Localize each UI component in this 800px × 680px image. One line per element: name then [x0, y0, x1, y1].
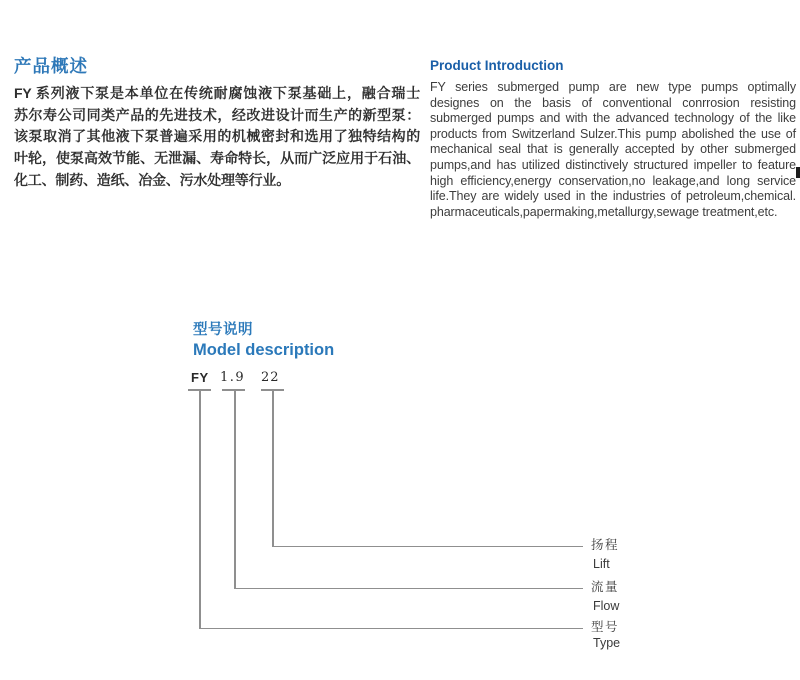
overview-line-1: FY 系列液下泵是本单位在传统耐腐蚀液下泵基础上，融合瑞士: [14, 85, 420, 101]
introduction-heading: Product Introduction: [430, 58, 564, 73]
flow-label-en: Flow: [593, 599, 620, 613]
intro-line-9: pharmaceuticals,papermaking,metallurgy,sewage treatment,etc.: [430, 204, 778, 219]
intro-line-8: life.They are widely used in the industries of petroleum,chemical.: [430, 189, 796, 204]
model-code-type: FY: [191, 370, 209, 385]
model-heading-en: Model description: [193, 341, 335, 359]
flow-label-zh: 流量: [591, 580, 620, 594]
overview-line-5: 化工、制药、造纸、冶金、污水处理等行业。: [14, 171, 290, 188]
overview-heading: 产品概述: [14, 56, 88, 76]
type-label-en: Type: [593, 636, 621, 650]
lift-label-zh: 扬程: [591, 538, 620, 552]
scan-artifact-mark: [796, 167, 800, 178]
flow-vertical-line: [234, 390, 236, 589]
flow-horizontal-line: [234, 588, 583, 590]
intro-line-1: FY series submerged pump are new type pumps optimally: [430, 80, 796, 94]
intro-line-6: pumps,and has utilized distinctively structured impeller to feature: [430, 157, 796, 172]
overview-line-4: 叶轮，使泵高效节能、无泄漏、寿命特长，从而广泛应用于石油、: [14, 150, 420, 167]
type-label-zh: 型号: [591, 620, 620, 634]
intro-line-5: mechanical seal that is generally accepted by other submerged: [430, 142, 796, 157]
intro-line-4: products from Switzerland Sulzer.This pump abolished the use of: [430, 126, 796, 141]
model-heading-zh: 型号说明: [193, 322, 253, 338]
overview-line-2: 苏尔寿公司同类产品的先进技术，经改进设计而生产的新型泵：: [14, 106, 420, 123]
overview-paragraph: [14, 83, 420, 192]
overview-line-3: 该泵取消了其他液下泵普遍采用的机械密封和选用了独特结构的: [14, 128, 420, 145]
intro-line-3: submerged pumps and with the advanced technology of the like: [430, 111, 796, 126]
intro-line-7: high efficiency,energy conservation,no leakage,and long service: [430, 173, 796, 188]
model-code-lift: 22: [261, 370, 280, 385]
intro-line-2: designes on the basis of conventional conrrosion resisting: [430, 95, 796, 110]
type-vertical-line: [199, 390, 201, 629]
lift-label-en: Lift: [593, 557, 610, 571]
type-horizontal-line: [199, 628, 583, 630]
lift-vertical-line: [272, 390, 274, 547]
introduction-paragraph: [430, 80, 796, 220]
model-code-flow: 1.9: [220, 370, 246, 385]
lift-horizontal-line: [272, 546, 583, 548]
